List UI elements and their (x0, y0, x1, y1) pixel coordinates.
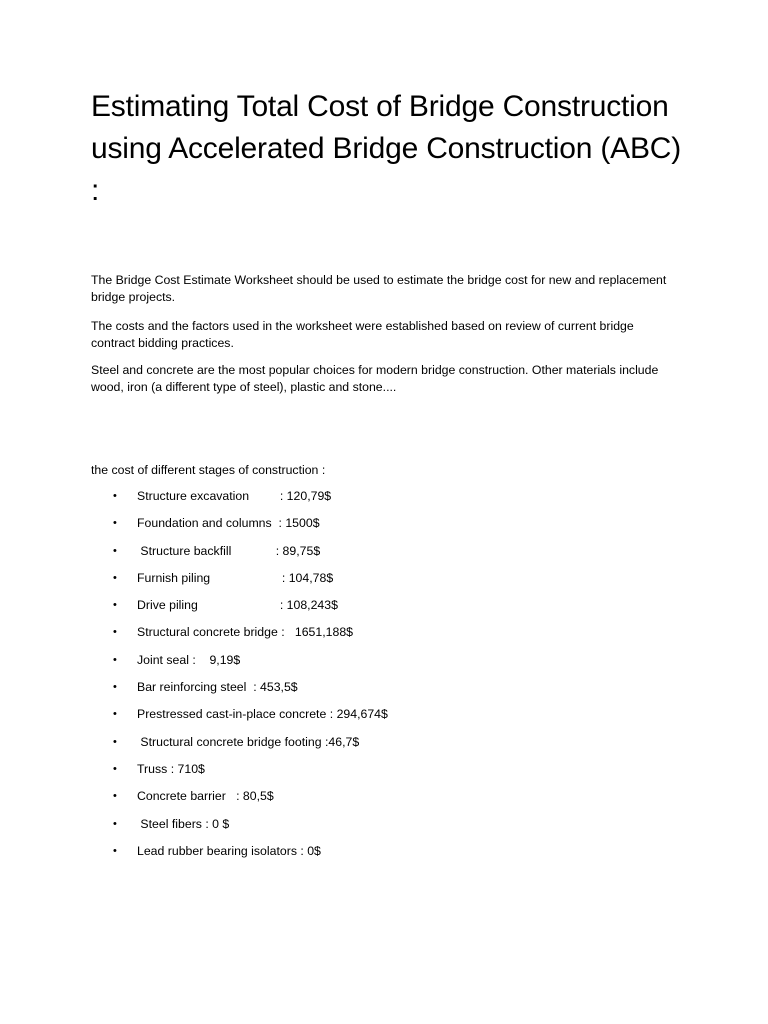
cost-item-text: Structural concrete bridge footing :46,7$ (137, 734, 360, 749)
cost-item-text: Structural concrete bridge : 1651,188$ (137, 625, 354, 640)
list-item-foundation-columns (0, 515, 320, 542)
list-item-bridge-footing (0, 734, 360, 761)
list-item-steel-fibers (0, 816, 230, 843)
list-item-prestressed-concrete (0, 706, 388, 733)
cost-item-text: Joint seal : 9,19$ (137, 652, 241, 667)
list-item-drive-piling (0, 597, 338, 624)
bullet-icon: • (113, 844, 117, 857)
cost-item-text: Prestressed cast-in-place concrete : 294,674$ (137, 707, 388, 722)
cost-item-text: Bar reinforcing steel : 453,5$ (137, 680, 298, 695)
cost-item-text: Truss : 710$ (137, 761, 205, 776)
cost-item-text: Drive piling : 108,243$ (137, 598, 338, 613)
bullet-icon: • (113, 490, 117, 502)
list-item-structural-concrete-bridge (0, 624, 354, 651)
bullet-icon: • (113, 735, 117, 748)
document-title: Estimating Total Cost of Bridge Construction using Accelerated Bridge Construction (ABC) : (91, 90, 682, 207)
list-item-bar-reinforcing-steel (0, 679, 298, 706)
bullet-icon: • (113, 681, 117, 694)
cost-item-text: Lead rubber bearing isolators : 0$ (137, 843, 321, 858)
list-item-joint-seal (0, 652, 241, 679)
bullet-icon: • (113, 626, 117, 639)
paragraph-cost-factors: The costs and the factors used in the worksheet were established based on review of current bridge contract bidding practices. (91, 319, 634, 350)
list-item-structure-backfill (0, 543, 321, 570)
paragraph-materials: Steel and concrete are the most popular choices for modern bridge construction. Other materials include wood, iron (a different type of steel), plastic and stone.... (91, 363, 659, 394)
cost-list-intro: the cost of different stages of construction : (91, 463, 326, 477)
list-item-furnish-piling (0, 570, 334, 597)
bullet-icon: • (113, 653, 117, 666)
bullet-icon: • (113, 790, 117, 803)
list-item-concrete-barrier (0, 788, 274, 815)
cost-item-text: Structure excavation : 120,79$ (137, 489, 332, 503)
bullet-icon: • (113, 544, 117, 557)
bullet-icon: • (113, 517, 117, 530)
bullet-icon: • (113, 817, 117, 830)
bullet-icon: • (113, 708, 117, 721)
list-item-structure-excavation (0, 488, 332, 515)
cost-item-text: Steel fibers : 0 $ (137, 816, 230, 831)
list-item-lead-rubber-bearing (0, 843, 321, 870)
bullet-icon: • (113, 762, 117, 775)
cost-item-text: Concrete barrier : 80,5$ (137, 789, 274, 804)
bullet-icon: • (113, 571, 117, 584)
bullet-icon: • (113, 599, 117, 612)
cost-item-text: Structure backfill : 89,75$ (137, 543, 321, 558)
paragraph-worksheet-purpose: The Bridge Cost Estimate Worksheet should be used to estimate the bridge cost for new and replacement bridge projects. (91, 273, 667, 304)
cost-item-text: Foundation and columns : 1500$ (137, 516, 320, 531)
cost-item-text: Furnish piling : 104,78$ (137, 570, 334, 585)
cost-item-list (0, 488, 388, 870)
list-item-truss (0, 761, 205, 788)
